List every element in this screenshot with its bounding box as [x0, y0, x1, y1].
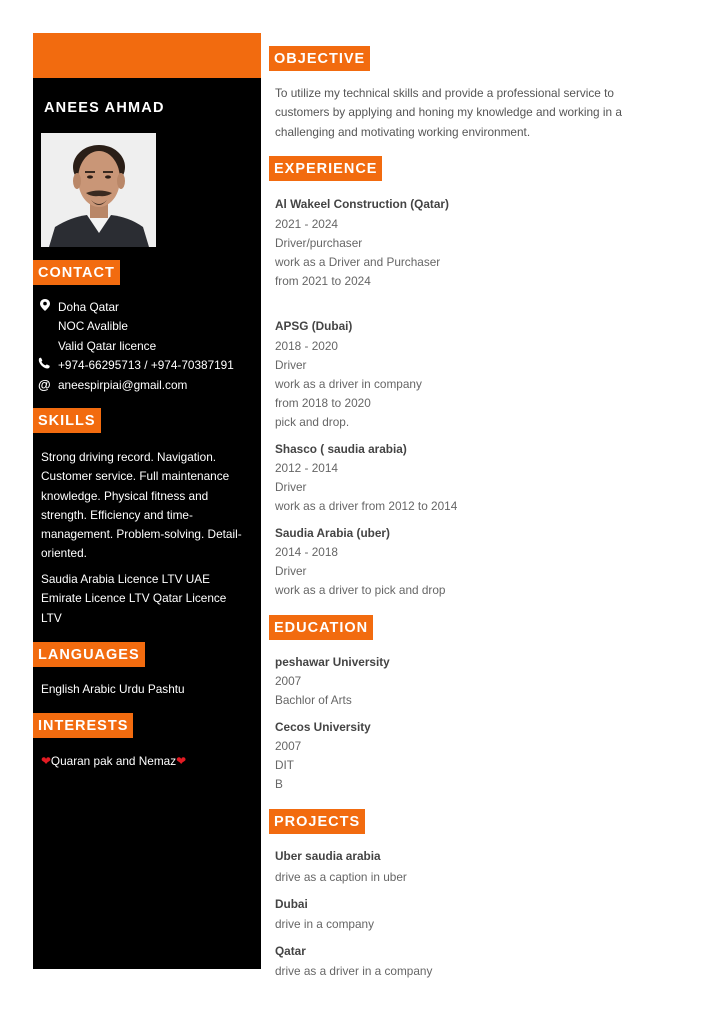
- map-pin-icon: [40, 298, 58, 317]
- languages-heading: LANGUAGES: [33, 642, 145, 667]
- school-name: peshawar University: [275, 655, 390, 669]
- heart-icon: ❤: [41, 754, 51, 768]
- job-description: work as a driver in company: [275, 377, 422, 391]
- objective-line: To utilize my technical skills and provide a professional service to: [275, 86, 614, 100]
- job-role: Driver: [275, 564, 307, 578]
- interests-label: Quaran pak and Nemaz: [50, 754, 177, 768]
- contact-noc: NOC Avalible: [58, 319, 128, 333]
- school-name: Cecos University: [275, 720, 371, 734]
- at-sign-icon: @: [38, 377, 51, 392]
- job-company: Al Wakeel Construction (Qatar): [275, 197, 449, 211]
- contact-heading: CONTACT: [33, 260, 120, 285]
- contact-email: [38, 375, 187, 394]
- project-title: Dubai: [275, 897, 308, 911]
- job-role: Driver: [275, 480, 307, 494]
- interests-text: [41, 752, 186, 771]
- project-description: drive in a company: [275, 917, 375, 931]
- candidate-name: ANEES AHMAD: [44, 100, 165, 116]
- job-description: pick and drop.: [275, 415, 350, 429]
- licence-line: Saudia Arabia Licence LTV UAE: [41, 572, 210, 586]
- skills-line: strength. Efficiency and time-: [41, 507, 193, 522]
- job-company: Saudia Arabia (uber): [275, 526, 390, 540]
- job-description: work as a driver to pick and drop: [275, 583, 446, 597]
- languages-text: English Arabic Urdu Pashtu: [41, 682, 185, 696]
- skills-line: Strong driving record. Navigation.: [41, 450, 217, 464]
- project-description: drive as a driver in a company: [275, 964, 433, 978]
- skills-line: oriented.: [41, 546, 87, 561]
- project-title: Qatar: [275, 944, 306, 958]
- job-description: from 2018 to 2020: [275, 396, 371, 410]
- job-company: APSG (Dubai): [275, 319, 353, 333]
- job-description: work as a Driver and Purchaser: [275, 255, 441, 269]
- skills-line: Customer service. Full maintenance: [41, 469, 230, 484]
- objective-heading: OBJECTIVE: [269, 46, 370, 71]
- education-heading: EDUCATION: [269, 615, 373, 640]
- skills-line: knowledge. Physical fitness and: [41, 488, 209, 503]
- project-title: Uber saudia arabia: [275, 849, 381, 863]
- objective-text: [275, 84, 622, 142]
- job-years: 2012 - 2014: [275, 461, 338, 475]
- objective-line: challenging and motivating working environment.: [275, 124, 531, 139]
- school-year: 2007: [275, 674, 302, 688]
- skills-text: [41, 448, 242, 564]
- sidebar-accent-bar: [33, 33, 261, 78]
- school-extra: B: [275, 777, 283, 791]
- heart-icon: ❤: [176, 754, 187, 768]
- contact-phone-text[interactable]: +974-66295713 / +974-70387191: [58, 358, 234, 372]
- job-years: 2014 - 2018: [275, 545, 338, 559]
- job-description: work as a driver from 2012 to 2014: [275, 499, 458, 513]
- licence-line: LTV: [41, 610, 62, 625]
- school-year: 2007: [275, 739, 302, 753]
- job-role: Driver: [275, 358, 307, 372]
- school-degree: DIT: [275, 758, 295, 772]
- contact-location: [40, 298, 119, 317]
- job-role: Driver/purchaser: [275, 236, 363, 250]
- job-description: from 2021 to 2024: [275, 274, 371, 288]
- experience-heading: EXPERIENCE: [269, 156, 382, 181]
- contact-location-text: Doha Qatar: [58, 300, 119, 314]
- skills-line: management. Problem-solving. Detail-: [41, 527, 242, 542]
- phone-icon: [38, 356, 58, 375]
- school-degree: Bachlor of Arts: [275, 693, 352, 707]
- licences-text: [41, 570, 226, 628]
- contact-email-text[interactable]: aneespirpiai@gmail.com: [58, 378, 188, 392]
- contact-licence: Valid Qatar licence: [58, 339, 157, 353]
- job-years: 2021 - 2024: [275, 217, 338, 231]
- skills-heading: SKILLS: [33, 408, 101, 433]
- contact-phone: [38, 356, 234, 375]
- licence-line: Emirate Licence LTV Qatar Licence: [41, 591, 227, 606]
- interests-heading: INTERESTS: [33, 713, 133, 738]
- profile-photo: [41, 133, 156, 247]
- project-description: drive as a caption in uber: [275, 870, 407, 884]
- job-company: Shasco ( saudia arabia): [275, 442, 407, 456]
- job-years: 2018 - 2020: [275, 339, 338, 353]
- projects-heading: PROJECTS: [269, 809, 365, 834]
- objective-line: customers by applying and honing my knowledge and working in a: [275, 105, 622, 120]
